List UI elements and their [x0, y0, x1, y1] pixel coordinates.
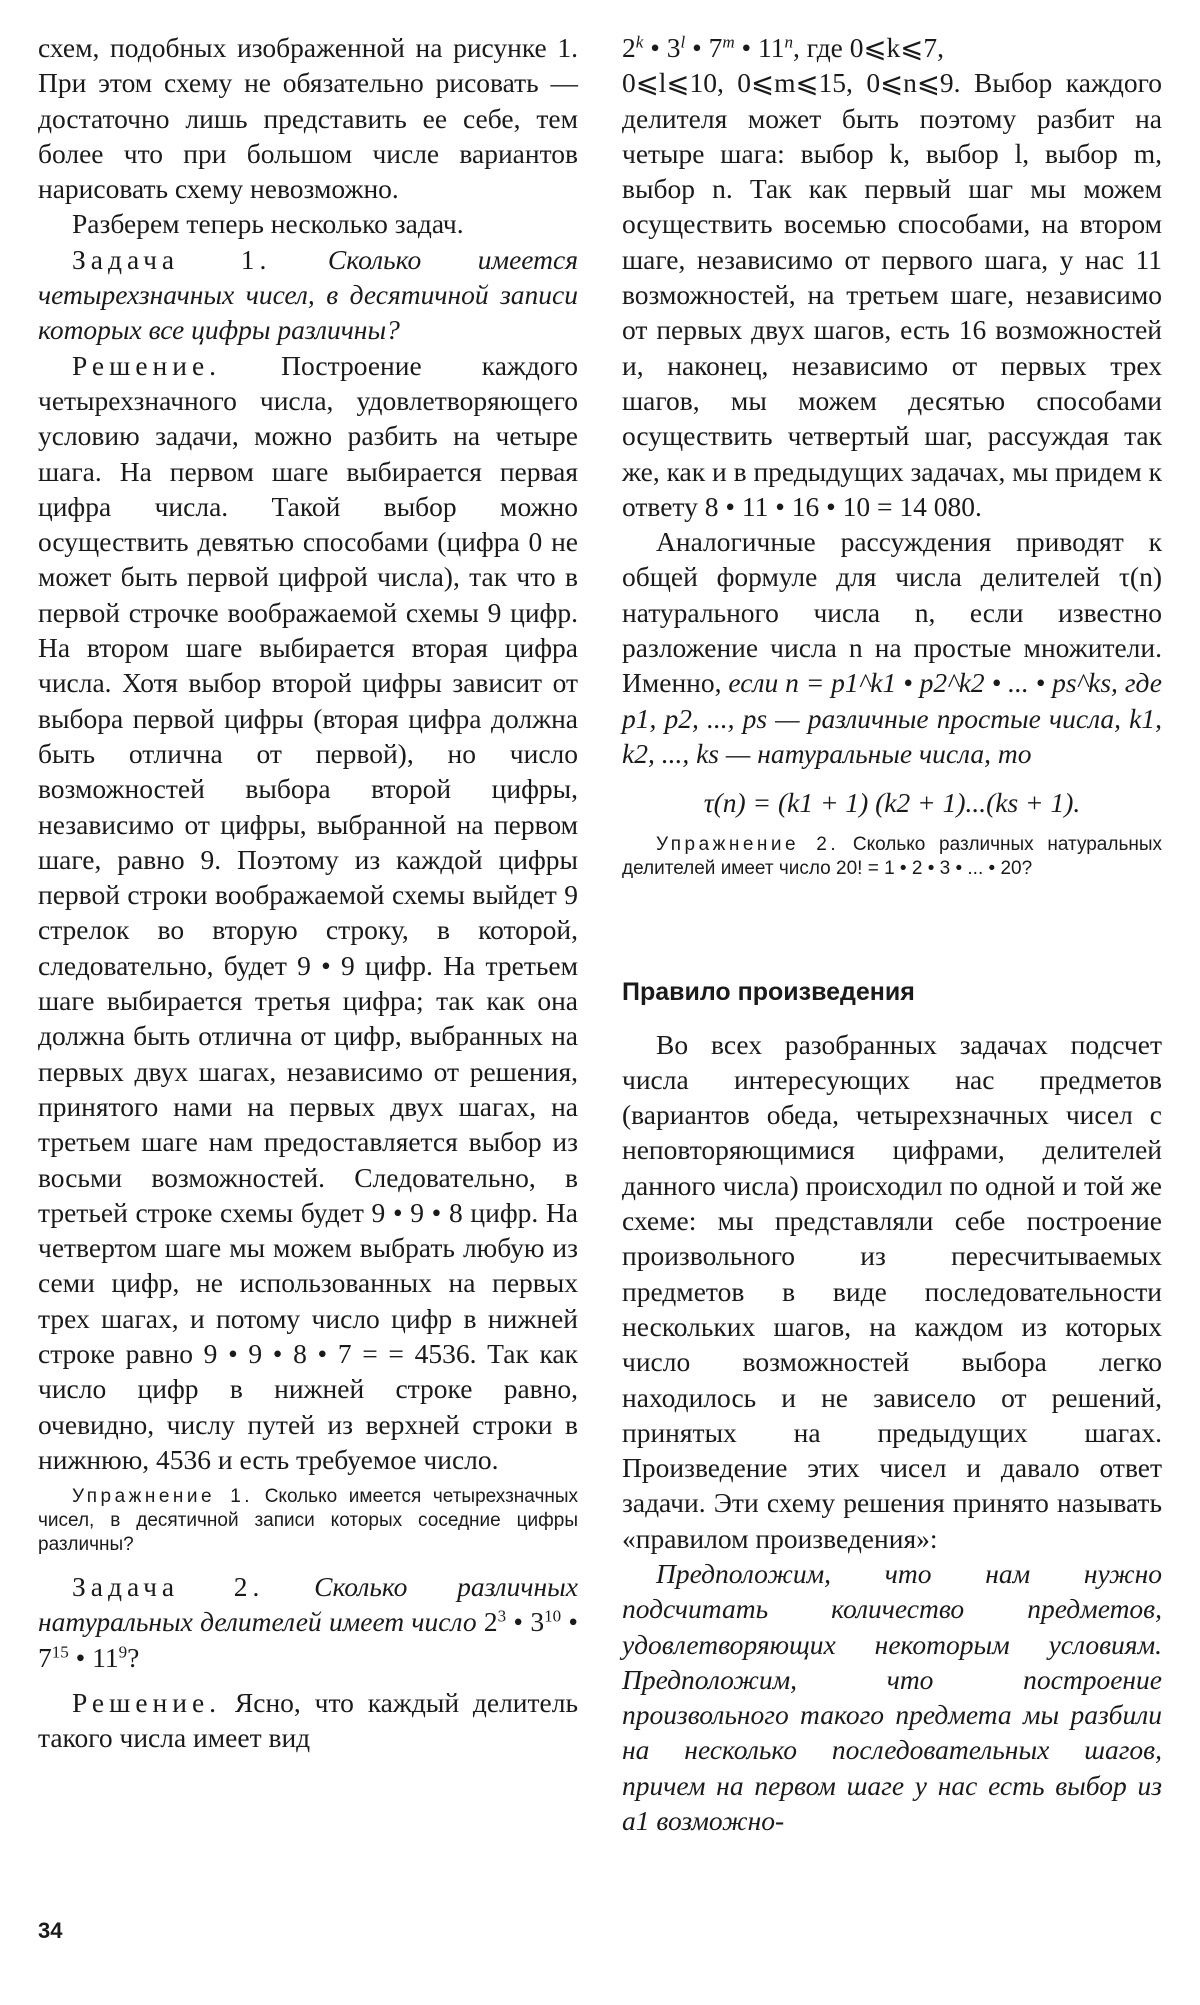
solution-1-text: Построение каждого четырехзначного числа, удовлетворяющего условию задачи, можно разбить на четыре шага. На первом шаге выбирается первая цифра числа. Такой выбор можно осуществить девятью способами (цифра 0 не может быть первой цифрой числа), так что в первой строчке воображаемой схемы 9 цифр. На втором шаге выбирается вторая цифра числа. Хотя выбор второй цифры зависит от выбора первой цифры (вторая цифра должна быть отлична от первой), но число возможностей выбора второй цифры, независимо от цифры, выбранной на первом шаге, равно 9. Поэтому из каждой цифры первой строки воображаемой схемы выйдет 9 стрелок во вторую строку, в которой, следовательно, будет 9 • 9 цифр. На третьем шаге выбирается третья цифра; так как она должна быть отлична от цифр, выбранных на первых двух шагах, независимо от решения, принятого нами на первых двух шагах, на третьем шаге нам предоставляется выбор из восьми возможностей. Следовательно, в третьей строке схемы будет 9 • 9 • 8 цифр. На четвертом шаге мы можем выбрать любую из семи цифр, не использованных на первых трех шагах, и потому число цифр в нижней строке равно 9 • 9 • 8 • 7 = = 4536. Так как число цифр в нижней строке равно, очевидно, числу путей из верхней строки в нижнюю, 4536 и есть требуемое число. [38, 349, 578, 1475]
theorem-text: если n = p1^k1 • p2^k2 • ... • ps^ks, где p1, p2, ..., ps — различные простые числа, k1, k2, ..., ks — натуральные числа, то [622, 667, 1162, 769]
right-column [622, 30, 1162, 1838]
rule-statement: Предположим, что нам нужно подсчитать количество предметов, удовлетворяющих некоторым условиям. Предположим, что построение произвольного такого предмета мы разбили на несколько последовательных шагов, причем на первом шаге у нас есть выбор из a1 возможно- [622, 1557, 1162, 1837]
left-column [38, 30, 578, 1756]
task-2-label: Задача 2. [72, 1571, 265, 1603]
task-2-text: Сколько различных натуральных делителей имеет число [38, 1571, 578, 1638]
solution-2-text: Ясно, что каждый делитель такого числа имеет вид [38, 1687, 578, 1754]
exercise-1-label: Упражнение 1. [72, 1486, 254, 1508]
solution-1 [38, 348, 578, 1478]
task-2 [38, 1569, 578, 1675]
solution-1-label: Решение. [72, 349, 222, 381]
page-number: 34 [38, 1918, 63, 1943]
section-heading: Правило произведения [622, 977, 915, 1006]
paragraph-general-formula: Аналогичные рассуждения приводят к общей формуле для числа делителей τ(n) натурального числа n, если известно разложение числа n на простые множители. Именно, если n = p1^k1 • p2^k2 • ... • ps^ks, где p1, p2, ..., ps — различные простые числа, k1, k2, ..., ks — натуральные числа, то [622, 526, 1162, 769]
paragraph: 0⩽l⩽10, 0⩽m⩽15, 0⩽n⩽9. Выбор каждого делителя может быть поэтому разбит на четыре шага: выбор k, выбор l, выбор m, выбор n. Так как первый шаг мы можем осуществить восемью способами, на втором шаге, независимо от первого шага, у нас 11 возможностей, на третьем шаге, независимо от первых двух шагов, есть 16 возможностей и, наконец, независимо от первых трех шагов, мы можем десятью способами осуществить четвертый шаг, рассуждая так же, как и в предыдущих задачах, мы придем к ответу 8 • 11 • 16 • 10 = 14 080. [622, 67, 1162, 522]
paragraph: схем, подобных изображенной на рисунке 1. При этом схему не обязательно рисовать — достаточно лишь представить ее себе, тем более что при большом числе вариантов нарисовать схему невозможно. [38, 32, 578, 205]
task-1 [38, 242, 578, 348]
exercise-1-text: Сколько имеется четырехзначных чисел, в десятичной записи которых соседние цифры различны? [38, 1486, 578, 1556]
task-1-text: Сколько имеется четырехзначных чисел, в десятичной записи которых все цифры различны? [38, 243, 578, 346]
paragraph: Разберем теперь несколько задач. [72, 208, 464, 240]
exercise-2-label: Упражнение 2. [656, 833, 840, 855]
divisor-form-line: 2$^k$ • 3$^l$ • 7$^m$ • 11$^n$, где 0⩽k⩽7, [622, 32, 944, 63]
exercise-2-text: Сколько различных натуральных делителей имеет число 20! = 1 • 2 • 3 • ... • 20? [622, 833, 1162, 879]
solution-2 [38, 1685, 578, 1756]
task-1-label: Задача 1. [72, 243, 272, 275]
solution-2-label: Решение. [72, 1687, 222, 1719]
task-2-formula: $2^3$ • $3^{10}$ • $7^{15}$ • $11^9$? [38, 1606, 578, 1673]
exercise-1 [38, 1485, 578, 1557]
exercise-2 [622, 833, 1162, 881]
tau-formula: τ(n) = (k1 + 1) (k2 + 1)...(ks + 1). [703, 787, 1081, 819]
paragraph: Во всех разобранных задачах подсчет числа интересующих нас предметов (вариантов обеда, четырехзначных чисел с неповторяющимися цифрами, делителей данного числа) происходил по одной и той же схеме: мы представляли себе построение произвольного из пересчитываемых предметов в виде последовательности нескольких шагов, на каждом из которых число возможностей выбора легко находилось и не зависело от решений, принятых на предыдущих шагах. Произведение этих чисел и давало ответ задачи. Эти схему решения принято называть «правилом произведения»: [622, 1028, 1162, 1554]
